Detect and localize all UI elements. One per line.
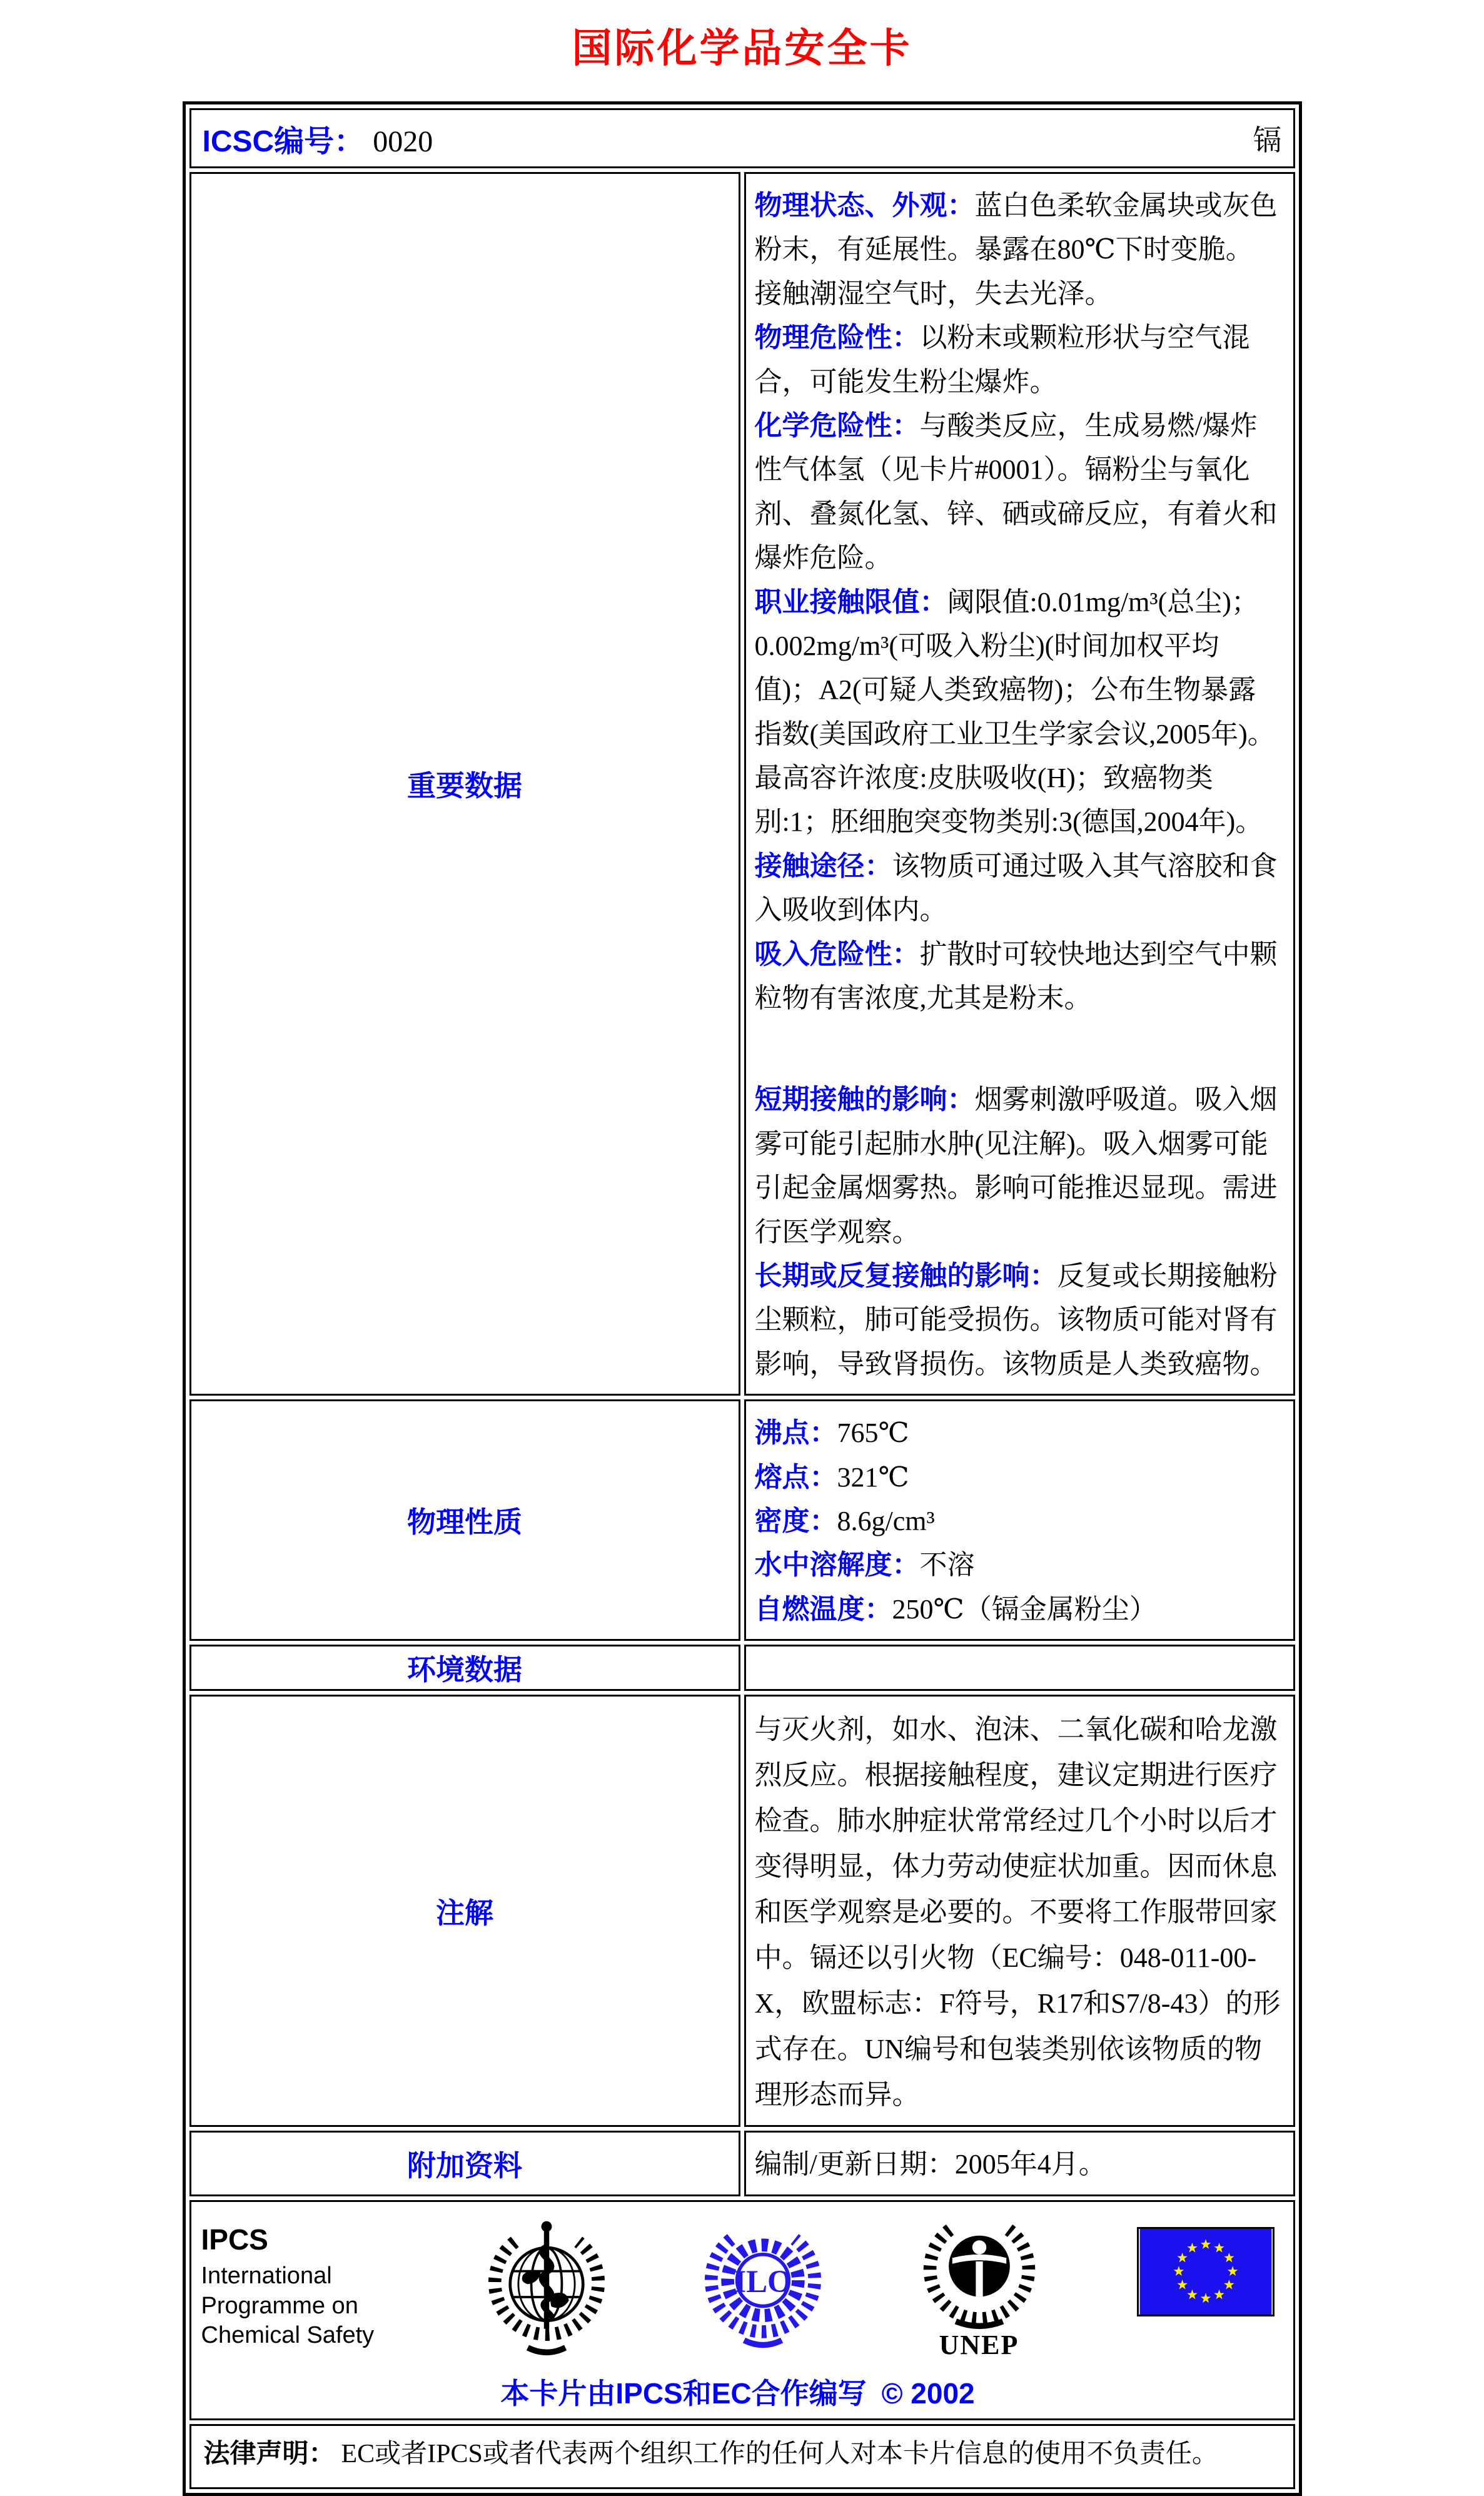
ipcs-text-block: [201, 2213, 389, 2351]
page-title: 国际化学品安全卡: [572, 26, 912, 71]
paragraph-exposure-routes: 接触途径：该物质可通过吸入其气溶胶和食入吸收到体内。: [754, 850, 1278, 926]
ilo-logo-icon: [704, 2213, 822, 2351]
legal-row: [189, 2424, 1295, 2489]
icsc-number-group: [203, 117, 433, 160]
section-label-notes: 注解: [189, 1695, 740, 2127]
unep-logo-icon: [921, 2213, 1038, 2330]
environmental-data-content: [744, 1645, 1295, 1691]
environmental-data-row: [189, 1645, 1295, 1691]
paragraph-inhalation-risk: 吸入危险性：扩散时可较快地达到空气中颗粒物有害浓度,尤其是粉末。: [754, 938, 1278, 1014]
unep-logo-block: [921, 2213, 1038, 2361]
important-data-content: [744, 172, 1295, 1396]
header-cell: [189, 108, 1295, 168]
additional-info-row: [189, 2131, 1295, 2196]
section-label-environmental-data: 环境数据: [189, 1645, 740, 1691]
ipcs-line1: International: [201, 2263, 332, 2290]
header-row: [189, 108, 1295, 168]
paragraph-occupational-limits: 职业接触限值：阈限值:0.01mg/m³(总尘)；0.002mg/m³(可吸入粉尘)(时间加权平均值)；A2(可疑人类致癌物)；公布生物暴露指数(美国政府工业卫生学家会议,2005年)。最高容许浓度:皮肤吸收(H)；致癌物类别:1；胚细胞突变物类别:3(德国,2004年)。: [754, 586, 1275, 838]
paragraph-physical-danger: 物理危险性：以粉末或颗粒形状与空气混合，可能发生粉尘爆炸。: [754, 322, 1250, 397]
physical-properties-content: [744, 1399, 1295, 1641]
legal-cell: [189, 2424, 1295, 2489]
notes-row: [189, 1695, 1295, 2127]
property-water-solubility: 水中溶解度：不溶: [754, 1550, 975, 1581]
paragraph-physical-state: 物理状态、外观：蓝白色柔软金属块或灰色粉末，有延展性。暴露在80℃下时变脆。接触潮湿空气时，失去光泽。: [754, 190, 1278, 309]
property-melting-point: 熔点：321℃: [754, 1461, 909, 1493]
logos-cell: [189, 2200, 1295, 2420]
paragraph-chemical-danger: 化学危险性：与酸类反应，生成易燃/爆炸性气体氢（见卡片#0001）。镉粉尘与氧化剂、叠氮化氢、锌、硒或碲反应，有着火和爆炸危险。: [754, 410, 1278, 574]
credit-text: 本卡片由IPCS和EC合作编写: [500, 2377, 867, 2410]
paragraph-long-term-effects: 长期或反复接触的影响：反复或长期接触粉尘颗粒，肺可能受损伤。该物质可能对肾有影响，导致肾损伤。该物质是人类致癌物。: [754, 1260, 1278, 1379]
property-density: 密度：8.6g/cm³: [754, 1505, 935, 1536]
unep-logo-text: UNEP: [939, 2329, 1019, 2360]
credit-line: [201, 2371, 1275, 2412]
additional-info-content: 编制/更新日期：2005年4月。: [744, 2131, 1295, 2196]
physical-properties-row: [189, 1399, 1295, 1641]
property-boiling-point: 沸点：765℃: [754, 1418, 909, 1449]
chemical-name: 镉: [1253, 124, 1282, 156]
ipcs-line2: Programme on: [201, 2292, 358, 2319]
section-label-additional-info: 附加资料: [189, 2131, 740, 2196]
section-label-important-data: 重要数据: [189, 172, 740, 1396]
legal-label: 法律声明：: [203, 2438, 335, 2468]
icsc-number-value: 0020: [373, 124, 433, 158]
icsc-number-label: ICSC编号：: [202, 124, 365, 158]
paragraph-short-term-effects: 短期接触的影响：烟雾刺激呼吸道。吸入烟雾可能引起肺水肿(见注解)。吸入烟雾可能引起金属烟雾热。影响可能推迟显现。需进行医学观察。: [754, 1084, 1278, 1247]
important-data-row: [189, 172, 1295, 1396]
notes-content: 与灭火剂，如水、泡沫、二氧化碳和哈龙激烈反应。根据接触程度，建议定期进行医疗检查。肺水肿症状常常经过几个小时以后才变得明显，体力劳动使症状加重。因而休息和医学观察是必要的。不要将工作服带回家中。镉还以引火物（EC编号：048-011-00-X，欧盟标志：F符号，R17和S7/8-43）的形式存在。UN编号和包装类别依该物质的物理形态而异。: [744, 1695, 1295, 2127]
ipcs-acronym: IPCS: [201, 2223, 268, 2256]
legal-text: EC或者IPCS或者代表两个组织工作的任何人对本卡片信息的使用不负责任。: [341, 2439, 1218, 2468]
ilo-logo-text: ILO: [733, 2263, 792, 2299]
credit-year: © 2002: [881, 2377, 975, 2410]
icsc-card-table: [183, 101, 1302, 2496]
logos-row: [189, 2200, 1295, 2420]
eu-flag-icon: [1137, 2227, 1275, 2316]
ipcs-line3: Chemical Safety: [201, 2322, 375, 2349]
property-autoignition-temperature: 自燃温度：250℃（镉金属粉尘）: [754, 1593, 1157, 1625]
section-label-physical-properties: 物理性质: [189, 1399, 740, 1641]
who-logo-icon: [488, 2213, 605, 2362]
